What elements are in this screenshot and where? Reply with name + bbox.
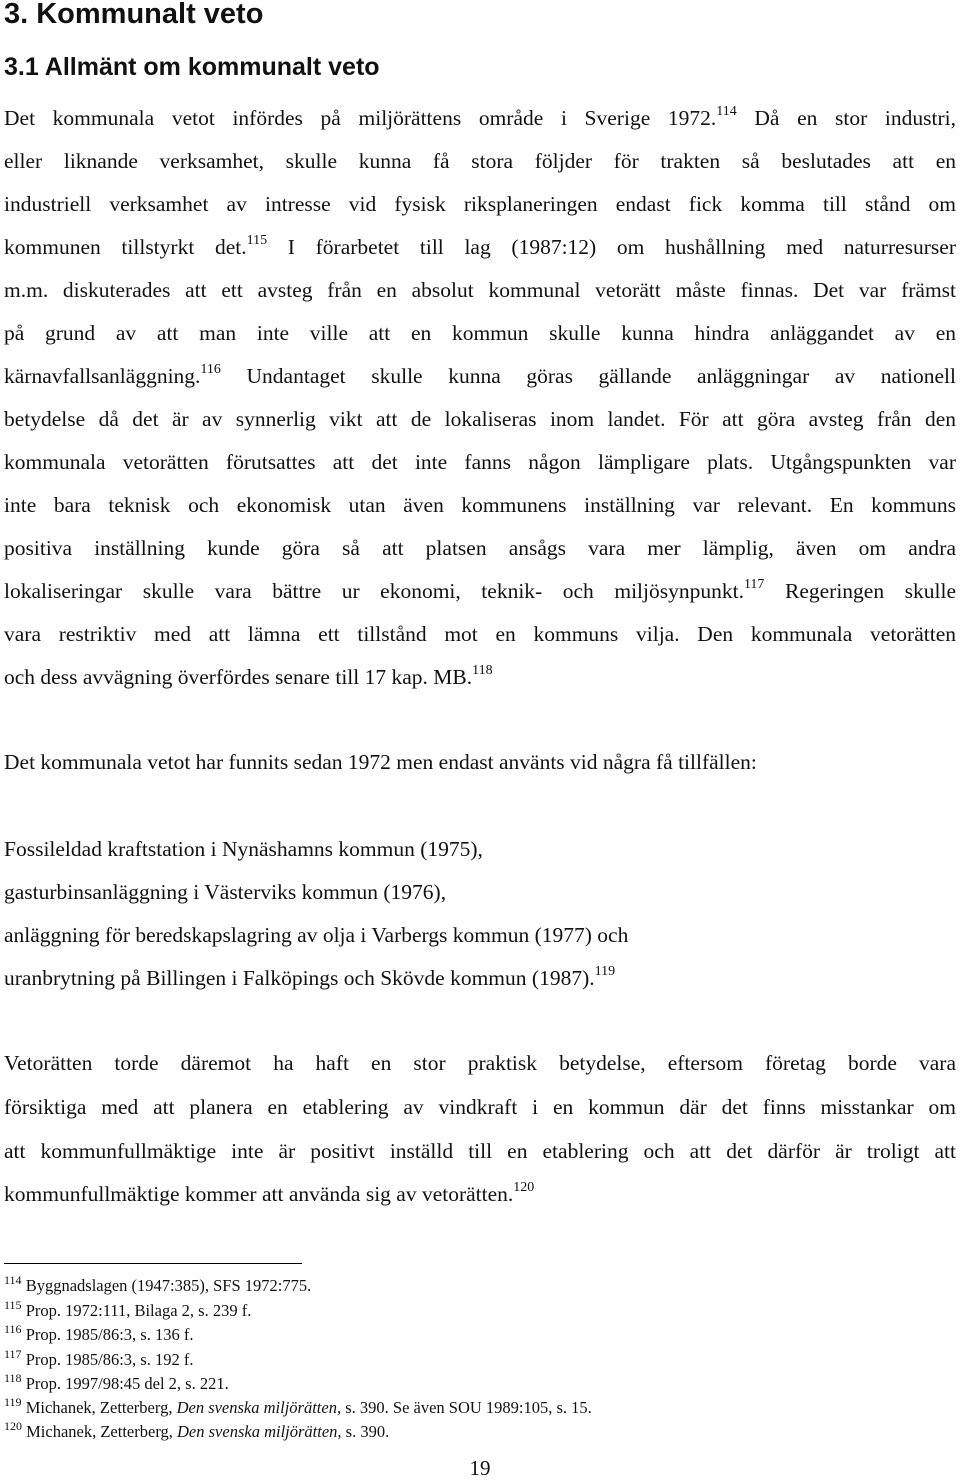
footnote: [4, 1272, 312, 1296]
text-span: En kommuns: [812, 493, 956, 517]
text-span: Utgångspunkten var: [753, 450, 956, 474]
footnote-number: 120: [4, 1418, 22, 1433]
text-span: kärnavfallsanläggning.: [4, 364, 201, 388]
text-span: kommunfullmäktige kommer att använda sig av vetorätten.: [4, 1182, 514, 1206]
text-span: uranbrytning på Billingen i Falköpings och Skövde kommun (1987).: [4, 966, 595, 990]
text-line: [4, 276, 956, 304]
text-line: [4, 104, 956, 132]
footnote: [4, 1346, 194, 1370]
footnote-number: 115: [4, 1297, 22, 1312]
footnote-number: 117: [4, 1346, 22, 1361]
text-span: och dess avvägning överfördes senare till 17 kap. MB.: [4, 665, 473, 689]
footnote-text: Prop. 1997/98:45 del 2, s. 221.: [25, 1374, 229, 1393]
text-span: Undantaget skulle kunna göras gällande anläggningar av nationell: [220, 364, 956, 388]
footnote-text: Prop. 1985/86:3, s. 136 f.: [25, 1325, 194, 1344]
list-item: [4, 964, 956, 992]
text-line: eller liknande verksamhet, skulle kunna få stora följder för trakten så beslutades att en: [4, 149, 956, 173]
footnote-number: 116: [4, 1321, 22, 1336]
footnote-text: Byggnadslagen (1947:385), SFS 1972:775.: [25, 1276, 312, 1295]
footnote: [4, 1418, 390, 1442]
text-line: [4, 491, 956, 519]
footnote-text: Prop. 1985/86:3, s. 192 f.: [25, 1350, 194, 1369]
footnote-ref[interactable]: 120: [513, 1179, 535, 1195]
text-span: Den kommunala vetorätten: [679, 622, 956, 646]
footnote-ref[interactable]: 119: [594, 963, 616, 979]
section-heading: 3.1 Allmänt om kommunalt veto: [4, 53, 380, 81]
text-span: m.m. diskuterades att ett avsteg från en absolut kommunal vetorätt måste finnas.: [4, 278, 799, 302]
list-item: gasturbinsanläggning i Västerviks kommun (1976),: [4, 880, 447, 904]
text-line: [4, 448, 956, 476]
text-span: Regeringen skulle: [764, 579, 956, 603]
text-span: inte bara teknisk och ekonomisk utan även kommunens inställning var relevant.: [4, 493, 813, 517]
text-line: [4, 663, 956, 691]
footnote-ref[interactable]: 115: [246, 232, 268, 248]
text-span: För att göra avsteg från den: [665, 407, 956, 431]
text-line: [4, 233, 956, 261]
text-span: Det kommunala vetot infördes på miljörättens område i Sverige 1972.: [4, 106, 717, 130]
text-line: på grund av att man inte ville att en kommun skulle kunna hindra anläggandet av en: [4, 321, 956, 345]
text-line: positiva inställning kunde göra så att platsen ansågs vara mer lämplig, även om andra: [4, 536, 956, 560]
text-line: att kommunfullmäktige inte är positivt inställd till en etablering och att det därför är troligt att: [4, 1139, 956, 1163]
text-line: [4, 577, 956, 605]
footnote-divider: [4, 1263, 302, 1264]
footnote-ref[interactable]: 116: [200, 361, 221, 377]
footnote-ref[interactable]: 117: [743, 576, 765, 592]
footnote-text: , s. 390.: [337, 1422, 390, 1441]
footnote-number: 118: [4, 1370, 22, 1385]
footnote-title: Den svenska miljörätten,: [176, 1398, 342, 1417]
text-line: [4, 1180, 956, 1208]
footnote-number: 114: [4, 1272, 22, 1287]
footnote: [4, 1394, 592, 1418]
text-line: Vetorätten torde däremot ha haft en stor praktisk betydelse, eftersom företag borde vara: [4, 1051, 956, 1075]
footnote: [4, 1370, 229, 1394]
paragraph-usage: Det kommunala vetot har funnits sedan 1972 men endast använts vid några få tillfällen:: [4, 750, 757, 774]
text-line: [4, 405, 956, 433]
chapter-heading: 3. Kommunalt veto: [4, 0, 264, 30]
footnote: [4, 1321, 194, 1345]
text-line: [4, 620, 956, 648]
footnote-title: Den svenska miljörätten: [177, 1422, 338, 1441]
footnote-text: Michanek, Zetterberg,: [26, 1422, 178, 1441]
text-span: Det var främst: [798, 278, 957, 302]
text-line: försiktiga med att planera en etablering av vindkraft i en kommun där det finns misstankar om: [4, 1095, 956, 1119]
text-span: I förarbetet till lag (1987:12) om hushållning med naturresurser: [267, 235, 956, 259]
footnote-ref[interactable]: 114: [716, 103, 737, 119]
footnote-text: Prop. 1972:111, Bilaga 2, s. 239 f.: [25, 1301, 252, 1320]
text-span: Då en stor industri,: [736, 106, 957, 130]
footnote-number: 119: [4, 1394, 22, 1409]
text-line: [4, 362, 956, 390]
footnote: [4, 1297, 252, 1321]
text-span: lokaliseringar skulle vara bättre ur ekonomi, teknik- och miljösynpunkt.: [4, 579, 744, 603]
text-span: betydelse då det är av synnerlig vikt att de lokaliseras inom landet.: [4, 407, 666, 431]
page-number: 19: [469, 1456, 491, 1480]
footnote-ref[interactable]: 118: [472, 662, 493, 678]
text-line: industriell verksamhet av intresse vid fysisk riksplaneringen endast fick komma till stånd om: [4, 192, 956, 216]
list-item: Fossileldad kraftstation i Nynäshamns kommun (1975),: [4, 837, 483, 861]
footnote-text: s. 390. Se även SOU 1989:105, s. 15.: [341, 1398, 592, 1417]
list-item: anläggning för beredskapslagring av olja i Varbergs kommun (1977) och: [4, 923, 629, 947]
text-span: kommunala vetorätten förutsattes att det inte fanns någon lämpligare plats.: [4, 450, 754, 474]
text-span: vara restriktiv med att lämna ett tillstånd mot en kommuns vilja.: [4, 622, 680, 646]
text-span: kommunen tillstyrkt det.: [4, 235, 247, 259]
footnote-text: Michanek, Zetterberg,: [25, 1398, 177, 1417]
